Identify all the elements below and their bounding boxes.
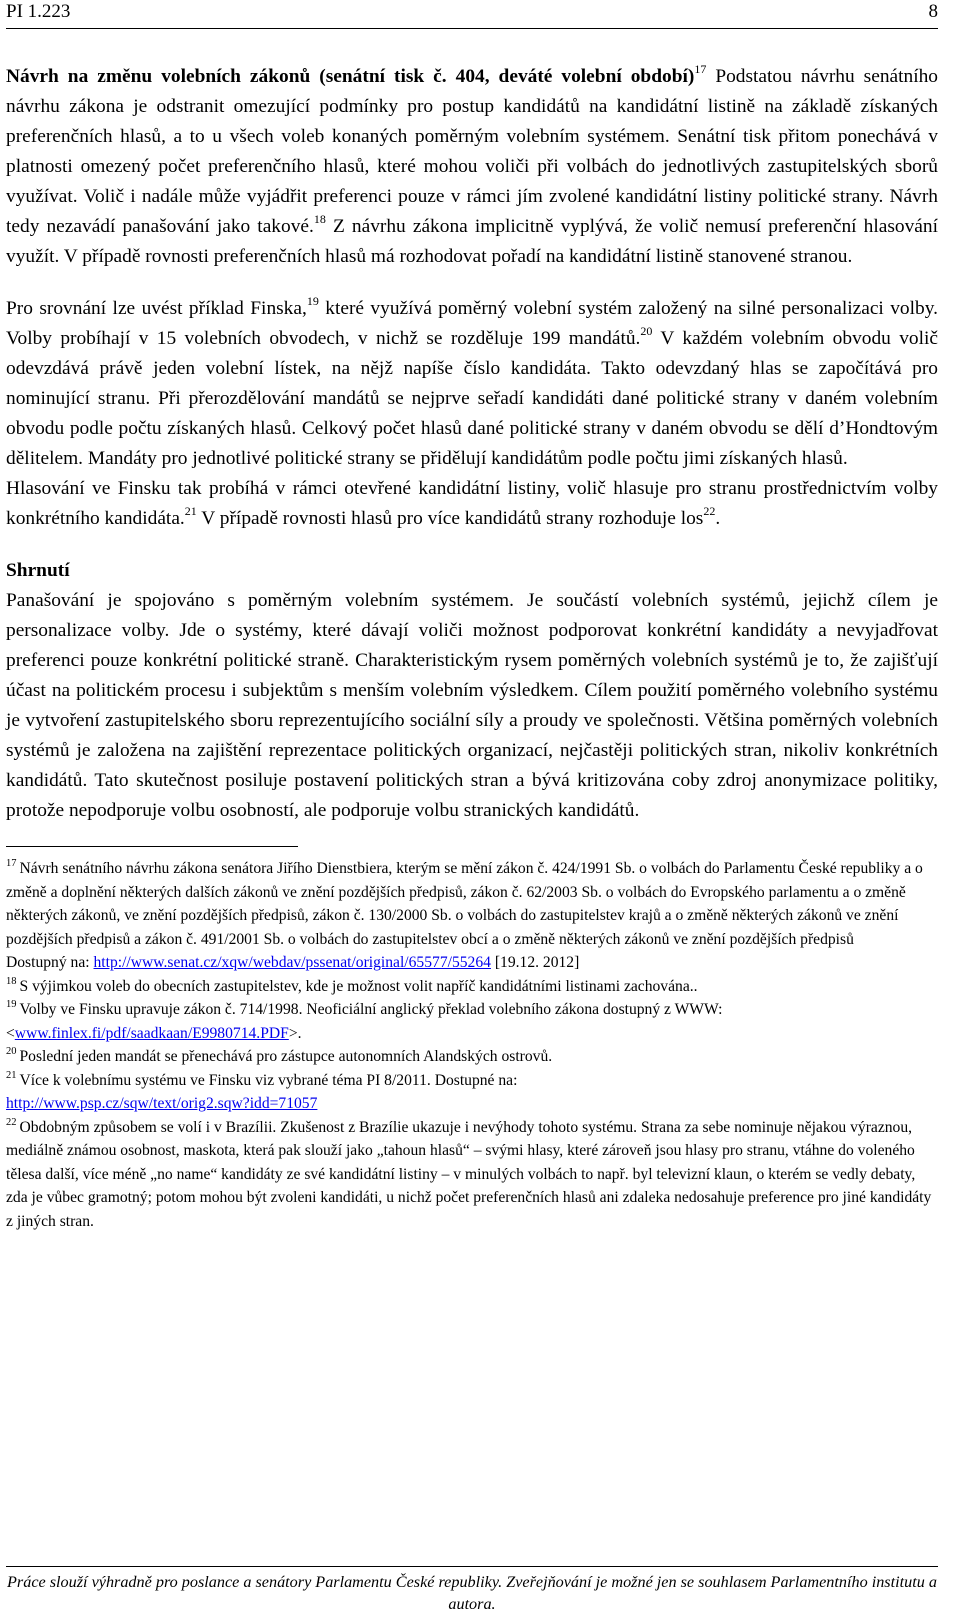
footnote-text: >. xyxy=(288,1024,302,1042)
footnote-number: 17 xyxy=(6,858,17,869)
page-body xyxy=(6,62,938,1233)
footnote-ref-22[interactable]: 22 xyxy=(703,504,716,518)
footnote-number: 21 xyxy=(6,1069,17,1081)
paragraph-finland xyxy=(6,294,938,474)
footnote-number: 18 xyxy=(6,975,17,987)
footnote-17 xyxy=(6,857,938,975)
footnote-number: 22 xyxy=(6,1116,17,1128)
footnote-18 xyxy=(6,975,938,999)
paragraph-text: Podstatou návrhu senátního návrhu zákona je odstranit omezující podmínky pro postup kandidátů na kandidátní listině na základě získaných preferenčních hlasů, a to u všech voleb konaných poměrným volebním systémem. Senátní tisk přitom ponechává v platnosti omezený počet preferenčního hlasů, které mohou voliči při volbách do jednotlivých zastupitelských sborů využívat. Volič i nadále může vyjádřit preferenci pouze v rámci jím zvolené kandidátní listiny politické strany. Návrh tedy nezavádí panašování jako takové. xyxy=(6,66,938,237)
footnote-ref-17[interactable]: 17 xyxy=(694,62,707,76)
paragraph-text: V případě rovnosti hlasů pro více kandidátů strany rozhoduje los xyxy=(196,508,704,529)
footnote-text: [19.12. 2012] xyxy=(490,954,580,971)
paragraph-text: které využívá poměrný volební systém založený na silné personalizaci volby. Volby probíhají v 15 volebních obvodech, v nichž se rozděluje 199 mandátů. xyxy=(6,298,938,349)
footnote-text: Volby ve Finsku upravuje zákon č. 714/1998. Neoficiální anglický překlad volebního zákona dostupný z WWW: < xyxy=(6,1001,723,1042)
paragraph-text: Z návrhu zákona implicitně vyplývá, že volič nemusí preferenční hlasování využít. V případě rovnosti preferenčních hlasů má rozhodovat pořadí na kandidátní listině stanovené stranou. xyxy=(6,216,938,267)
footnote-ref-21[interactable]: 21 xyxy=(184,504,197,518)
footnote-ref-19[interactable]: 19 xyxy=(306,294,319,308)
summary-paragraph: Panašování je spojováno s poměrným volebním systémem. Je součástí volebních systémů, jejichž cílem je personalizace volby. Jde o systémy, které dávají voliči možnost podporovat konkrétní kandidáty a nevyjadřovat preferenci pouze konkrétní politické straně. Charakteristickým rysem poměrných volebních systémů je to, že zajišťují účast na politickém procesu i subjektům s menším volebním výsledkem. Cílem použití poměrného volebního systému je vytvoření zastupitelského sboru reprezentujícího sociální síly a proudy ve společnosti. Většina poměrných volebních systémů je založena na zajištění reprezentace politických organizací, nejčastěji politických stran, nikoliv konkrétních kandidátů. Tato skutečnost posiluje postavení politických stran a bývá kritizována coby zdroj anonymizace politiky, protože nepodporuje volbu osobností, ale podporuje volbu stranických kandidátů. xyxy=(6,590,938,821)
footnote-link[interactable]: http://www.senat.cz/xqw/webdav/pssenat/original/65577/55264 xyxy=(93,954,491,971)
footnote-link[interactable]: http://www.psp.cz/sqw/text/orig2.sqw?idd=71057 xyxy=(6,1095,318,1112)
paragraph-text: V každém volebním obvodu volič odevzdává právě jeden volební lístek, na nějž napíše číslo kandidáta. Takto odevzdaný hlas se započítává pro nominující stranu. Při přerozdělování mandátů se nejprve seřadí kandidáti dané politické strany v daném volebním obvodu podle počtu získaných hlasů. Celkový počet hlasů dané politické strany v daném obvodu se dělí d’Hondtovým dělitelem. Mandáty pro jednotlivé politické strany se přidělují kandidátům podle počtu jimi získaných hlasů. xyxy=(6,328,938,469)
paragraph-finland-voting xyxy=(6,474,938,534)
footnote-text: S výjimkou voleb do obecních zastupitelstev, kde je možnost volit napříč kandidátními listinami zachována.. xyxy=(19,977,698,995)
footnote-ref-20[interactable]: 20 xyxy=(640,324,653,338)
footnote-text: Poslední jeden mandát se přenechává pro zástupce autonomních Alandských ostrovů. xyxy=(19,1048,553,1065)
footnote-22 xyxy=(6,1116,938,1234)
footnote-21 xyxy=(6,1069,938,1116)
page-header xyxy=(6,0,938,29)
document-id: PI 1.223 xyxy=(6,1,71,22)
summary-title: Shrnutí xyxy=(6,560,70,581)
footnote-separator xyxy=(6,846,298,847)
footnote-text: Obdobným způsobem se volí i v Brazílii. Zkušenost z Brazílie ukazuje i nevýhody tohoto systému. Strana za sebe nominuje nějakou výraznou, mediálně známou osobnost, maskota, která pak slouží jako „tahoun hlasů“ – svými hlasy, které zároveň jsou hlasy pro stranu, vtáhne do voleného tělesa další, více méně „no name“ kandidáty ze své kandidátní listiny – v minulých volbách to např. byl televizní klaun, o kterém se vedly debaty, zda je vůbec gramotný; potom mohou být zvoleni kandidáti, u nichž počet preferenčních hlasů ani zdaleka nedosahuje preference pro jiné kandidáty z jiných stran. xyxy=(6,1118,932,1230)
paragraph-text: Hlasování ve Finsku tak probíhá v rámci otevřené kandidátní listiny, volič hlasuje pro stranu prostřednictvím volby konkrétního kandidáta. xyxy=(6,478,938,529)
footnote-text: Více k volebnímu systému ve Finsku viz vybrané téma PI 8/2011. Dostupné na: xyxy=(19,1071,518,1089)
footnote-19 xyxy=(6,998,938,1045)
footnote-number: 19 xyxy=(6,999,17,1010)
paragraph-text: Pro srovnání lze uvést příklad Finska, xyxy=(6,298,307,319)
footnote-text: Návrh senátního návrhu zákona senátora Jiřího Dienstbiera, kterým se mění zákon č. 424/1991 Sb. o volbách do Parlamentu České republiky a o změně a doplnění některých dalších zákonů ve znění pozdějších předpisů, zákon č. 62/2003 Sb. o volbách do Evropského parlamentu a o změně některých zákonů, ve znění pozdějších předpisů, zákon č. 130/2000 Sb. o volbách do zastupitelstev krajů a o změně některých zákonů ve znění pozdějších předpisů a zákon č. 491/2001 Sb. o volbách do zastupitelstev obcí a o změně některých zákonů ve znění pozdějších předpisů xyxy=(6,860,923,948)
page-footer: Práce slouží výhradně pro poslance a senátory Parlamentu České republiky. Zveřejňování je možné jen se souhlasem Parlamentního institutu a autora. xyxy=(6,1566,938,1615)
page-number: 8 xyxy=(928,1,938,22)
footnote-number: 20 xyxy=(6,1046,17,1057)
footnote-ref-18[interactable]: 18 xyxy=(313,212,326,226)
section-heading-paragraph xyxy=(6,62,938,272)
paragraph-text: . xyxy=(715,508,721,529)
footnote-text: Dostupný na: xyxy=(6,954,94,971)
footnote-link[interactable]: www.finlex.fi/pdf/saadkaan/E9980714.PDF xyxy=(14,1024,289,1042)
footnote-20 xyxy=(6,1045,938,1069)
section-title: Návrh na změnu volebních zákonů (senátní tisk č. 404, deváté volební období) xyxy=(6,66,695,87)
